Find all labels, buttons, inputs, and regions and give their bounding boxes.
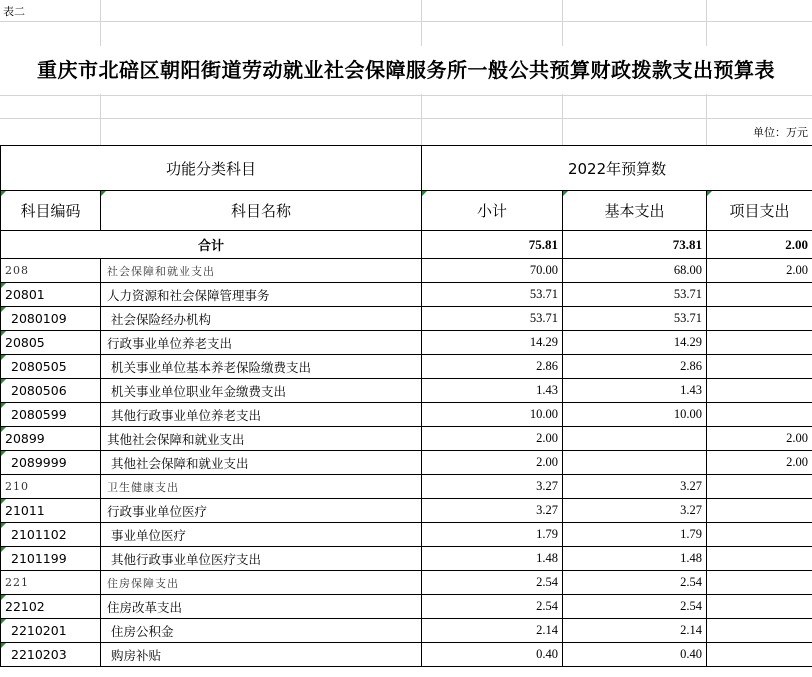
row-basic: 53.71	[563, 307, 707, 331]
row-project	[707, 523, 812, 547]
row-basic	[563, 427, 707, 451]
row-name: 其他行政事业单位养老支出	[101, 403, 422, 427]
row-code: 22102	[1, 595, 101, 619]
row-basic: 0.40	[563, 643, 707, 667]
row-subtotal: 53.71	[422, 283, 563, 307]
row-name: 住房公积金	[101, 619, 422, 643]
row-subtotal: 2.00	[422, 427, 563, 451]
row-project	[707, 355, 812, 379]
table-body	[1, 231, 812, 667]
row-subtotal: 70.00	[422, 259, 563, 283]
row-code: 2080505	[1, 355, 101, 379]
row-project	[707, 331, 812, 355]
table-row	[1, 283, 812, 307]
row-basic: 3.27	[563, 499, 707, 523]
table-row	[1, 499, 812, 523]
row-code: 2210201	[1, 619, 101, 643]
row-subtotal: 2.00	[422, 451, 563, 475]
table-row	[1, 451, 812, 475]
table-row	[1, 619, 812, 643]
row-subtotal: 2.14	[422, 619, 563, 643]
row-basic: 2.54	[563, 571, 707, 595]
row-name: 社会保障和就业支出	[101, 259, 422, 283]
row-name: 行政事业单位养老支出	[101, 331, 422, 355]
header-project: 项目支出	[707, 191, 812, 231]
budget-table	[0, 145, 812, 667]
row-code: 2080599	[1, 403, 101, 427]
row-project	[707, 379, 812, 403]
row-name: 机关事业单位基本养老保险缴费支出	[101, 355, 422, 379]
row-project	[707, 475, 812, 499]
row-project	[707, 307, 812, 331]
row-project	[707, 619, 812, 643]
row-name: 住房保障支出	[101, 571, 422, 595]
total-label: 合计	[1, 231, 422, 259]
row-subtotal: 10.00	[422, 403, 563, 427]
row-basic: 2.86	[563, 355, 707, 379]
row-subtotal: 1.79	[422, 523, 563, 547]
row-name: 其他社会保障和就业支出	[101, 451, 422, 475]
row-project: 2.00	[707, 427, 812, 451]
row-basic	[563, 451, 707, 475]
table-row	[1, 307, 812, 331]
row-name: 事业单位医疗	[101, 523, 422, 547]
row-name: 社会保险经办机构	[101, 307, 422, 331]
table-row	[1, 523, 812, 547]
row-code: 2089999	[1, 451, 101, 475]
table-row	[1, 403, 812, 427]
row-name: 机关事业单位职业年金缴费支出	[101, 379, 422, 403]
table-row	[1, 331, 812, 355]
header-basic: 基本支出	[563, 191, 707, 231]
row-name: 其他行政事业单位医疗支出	[101, 547, 422, 571]
total-basic: 73.81	[563, 231, 707, 259]
header-name: 科目名称	[101, 191, 422, 231]
row-code: 210	[1, 475, 101, 499]
row-subtotal: 0.40	[422, 643, 563, 667]
table-row	[1, 643, 812, 667]
table-row	[1, 595, 812, 619]
sheet-label: 表二	[3, 5, 25, 18]
table-row	[1, 379, 812, 403]
row-project	[707, 571, 812, 595]
table-row	[1, 355, 812, 379]
row-basic: 2.54	[563, 595, 707, 619]
row-basic: 1.79	[563, 523, 707, 547]
row-project	[707, 643, 812, 667]
table-row	[1, 427, 812, 451]
row-subtotal: 2.54	[422, 571, 563, 595]
row-project: 2.00	[707, 259, 812, 283]
total-row	[1, 231, 812, 259]
row-code: 20805	[1, 331, 101, 355]
row-code: 2080506	[1, 379, 101, 403]
row-code: 2210203	[1, 643, 101, 667]
row-subtotal: 2.54	[422, 595, 563, 619]
row-project	[707, 595, 812, 619]
row-basic: 14.29	[563, 331, 707, 355]
row-name: 卫生健康支出	[101, 475, 422, 499]
row-project	[707, 283, 812, 307]
row-code: 2101199	[1, 547, 101, 571]
row-project	[707, 547, 812, 571]
row-name: 住房改革支出	[101, 595, 422, 619]
row-basic: 10.00	[563, 403, 707, 427]
header-budget-year: 2022年预算数	[422, 146, 812, 191]
row-code: 20899	[1, 427, 101, 451]
row-project	[707, 403, 812, 427]
header-code: 科目编码	[1, 191, 101, 231]
total-project: 2.00	[707, 231, 812, 259]
row-subtotal: 2.86	[422, 355, 563, 379]
row-subtotal: 3.27	[422, 499, 563, 523]
total-subtotal: 75.81	[422, 231, 563, 259]
header-func-class: 功能分类科目	[1, 146, 422, 191]
row-basic: 1.48	[563, 547, 707, 571]
row-code: 208	[1, 259, 101, 283]
row-basic: 68.00	[563, 259, 707, 283]
row-code: 2080109	[1, 307, 101, 331]
table-row	[1, 259, 812, 283]
row-basic: 3.27	[563, 475, 707, 499]
row-subtotal: 53.71	[422, 307, 563, 331]
row-basic: 2.14	[563, 619, 707, 643]
row-name: 人力资源和社会保障管理事务	[101, 283, 422, 307]
row-subtotal: 1.48	[422, 547, 563, 571]
row-project: 2.00	[707, 451, 812, 475]
row-subtotal: 14.29	[422, 331, 563, 355]
row-name: 其他社会保障和就业支出	[101, 427, 422, 451]
row-code: 21011	[1, 499, 101, 523]
row-basic: 1.43	[563, 379, 707, 403]
table-row	[1, 571, 812, 595]
header-subtotal: 小计	[422, 191, 563, 231]
unit-label: 单位：万元	[753, 126, 808, 139]
row-code: 20801	[1, 283, 101, 307]
row-name: 购房补贴	[101, 643, 422, 667]
row-name: 行政事业单位医疗	[101, 499, 422, 523]
table-row	[1, 547, 812, 571]
row-code: 221	[1, 571, 101, 595]
page-title: 重庆市北碚区朝阳街道劳动就业社会保障服务所一般公共预算财政拨款支出预算表	[0, 46, 812, 94]
row-subtotal: 1.43	[422, 379, 563, 403]
row-code: 2101102	[1, 523, 101, 547]
table-row	[1, 475, 812, 499]
row-subtotal: 3.27	[422, 475, 563, 499]
row-basic: 53.71	[563, 283, 707, 307]
row-project	[707, 499, 812, 523]
